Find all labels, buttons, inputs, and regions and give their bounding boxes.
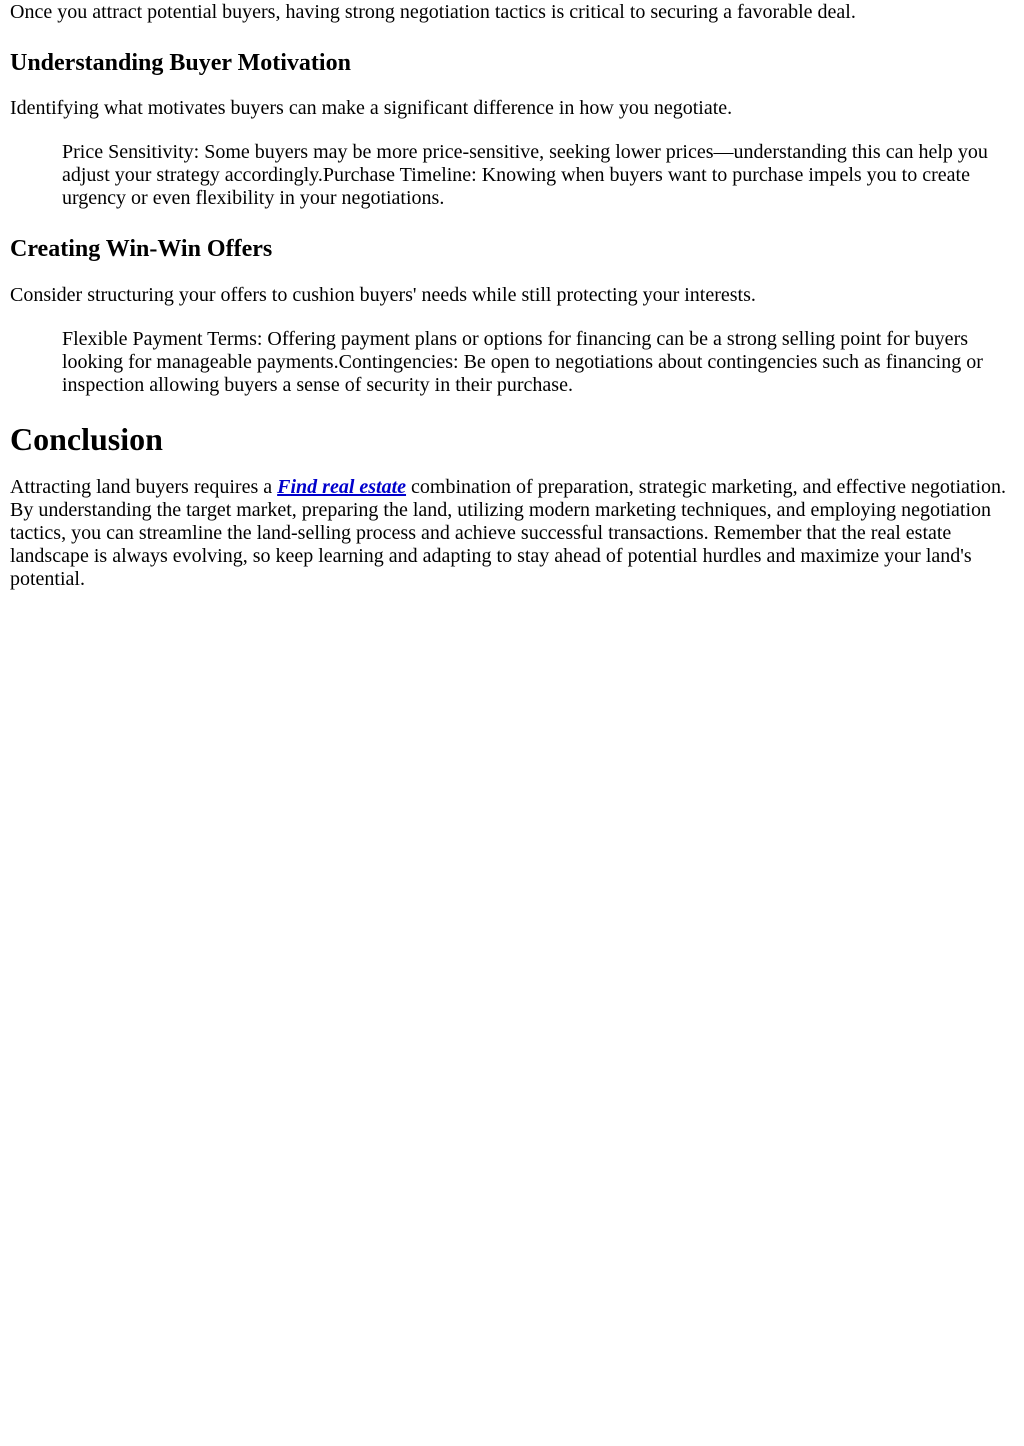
paragraph-win-win-offers: Consider structuring your offers to cushion buyers' needs while still protecting your interests. (10, 284, 756, 306)
find-real-estate-link[interactable]: Find real estate (277, 476, 407, 498)
paragraph-buyer-motivation: Identifying what motivates buyers can make a significant difference in how you negotiate. (10, 97, 733, 119)
conclusion-text-after-link: combination of preparation, strategic marketing, and effective negotiation. By understanding the target market, preparing the land, utilizing modern marketing techniques, and employing negotiation tactics, you can streamline the land-selling process and achieve successful transactions. Remember that the real estate landscape is always evolving, so keep learning and adapting to stay ahead of potential hurdles and maximize your land's potential. (10, 476, 1007, 590)
conclusion-text-before-link: Attracting land buyers requires a (10, 476, 278, 498)
blockquote-buyer-motivation: Price Sensitivity: Some buyers may be more price-sensitive, seeking lower prices—understanding this can help you adjust your strategy accordingly.Purchase Timeline: Knowing when buyers want to purchase impels you to create urgency or even flexibility in your negotiations. (62, 141, 988, 209)
heading-win-win-offers: Creating Win-Win Offers (10, 236, 273, 262)
heading-buyer-motivation: Understanding Buyer Motivation (10, 50, 351, 76)
paragraph-conclusion (10, 476, 1014, 591)
blockquote-win-win-offers: Flexible Payment Terms: Offering payment plans or options for financing can be a strong selling point for buyers looking for manageable payments.Contingencies: Be open to negotiations about contingencies such as financing or inspection allowing buyers a sense of security in their purchase. (62, 328, 983, 396)
intro-paragraph: Once you attract potential buyers, having strong negotiation tactics is critical to securing a favorable deal. (10, 1, 856, 23)
heading-conclusion: Conclusion (10, 421, 163, 457)
